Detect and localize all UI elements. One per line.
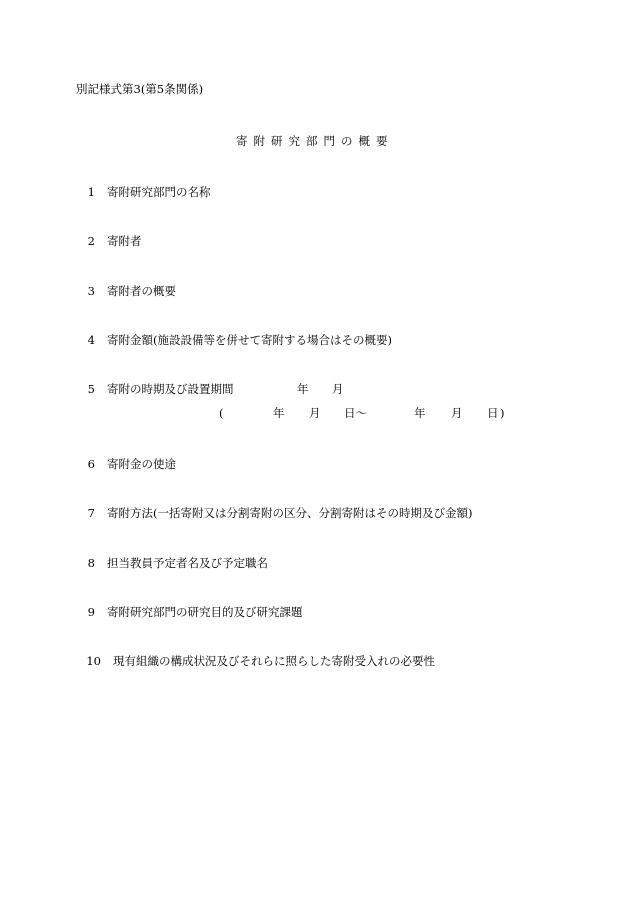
period-year-unit: 年	[297, 382, 309, 396]
period-month-unit: 月	[332, 382, 344, 396]
item-number: 4	[87, 333, 95, 347]
period-start-year-unit: 年	[273, 406, 285, 420]
page-title: 寄附研究部門の概要	[236, 134, 394, 148]
period-end-year-unit: 年	[414, 406, 426, 420]
item-label: 寄附研究部門の名称	[107, 185, 211, 199]
item-label: 寄附金の使途	[107, 457, 176, 471]
item-number: 6	[87, 457, 95, 471]
item-number: 7	[87, 506, 95, 520]
item-label: 寄附研究部門の研究目的及び研究課題	[107, 605, 303, 619]
item-number: 1	[87, 185, 95, 199]
item-label: 現有組織の構成状況及びそれらに照らした寄附受入れの必要性	[113, 654, 435, 668]
period-start-month-unit: 月	[309, 406, 321, 420]
item-number: 5	[87, 382, 95, 396]
form-header: 別記様式第3(第5条関係)	[76, 82, 204, 96]
period-start-day-range: 日〜	[344, 406, 367, 420]
item-label: 担当教員予定者名及び予定職名	[107, 556, 268, 570]
period-open-paren: (	[219, 406, 224, 420]
item-number: 10	[86, 654, 101, 668]
item-label: 寄附の時期及び設置期間	[107, 382, 234, 396]
item-label: 寄附金額(施設設備等を併せて寄附する場合はその概要)	[107, 333, 392, 347]
period-end-month-unit: 月	[451, 406, 463, 420]
item-number: 2	[87, 234, 95, 248]
item-number: 9	[87, 605, 95, 619]
item-label: 寄附者の概要	[107, 284, 176, 298]
item-label: 寄附方法(一括寄附又は分割寄附の区分、分割寄附はその時期及び金額)	[107, 506, 473, 520]
item-number: 3	[87, 284, 95, 298]
period-end-day-unit: 日	[487, 406, 499, 420]
item-label: 寄附者	[107, 234, 142, 248]
item-number: 8	[87, 556, 95, 570]
period-close-paren: )	[500, 406, 505, 420]
